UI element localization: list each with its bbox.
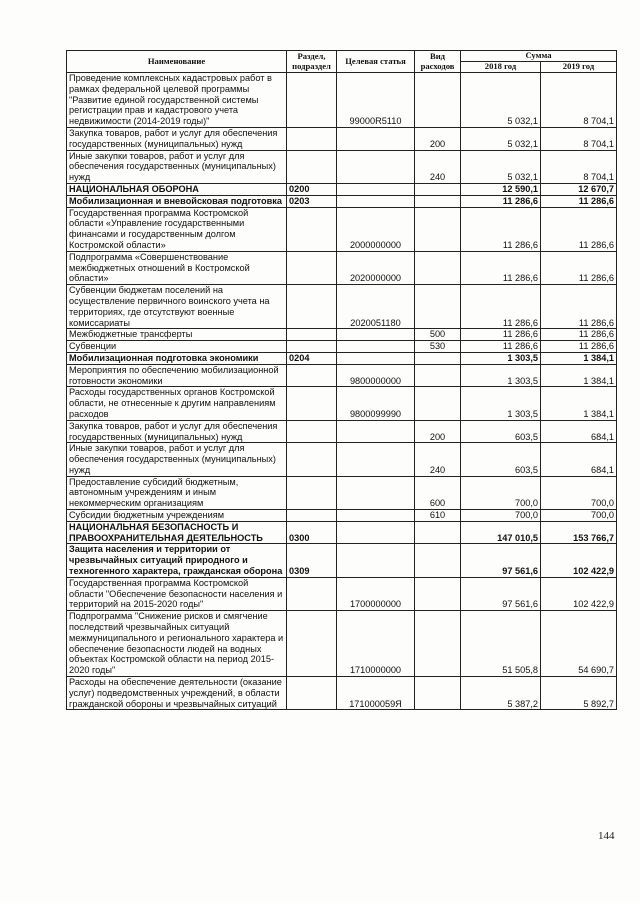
cell-name: Проведение комплексных кадастровых работ в рамках федеральной целевой программы "Развитие единой государственной системы регистрации прав и кадастрового учета недвижимости (2014-2019 годы)" xyxy=(67,73,287,128)
table-row xyxy=(67,420,617,443)
table-row xyxy=(67,285,617,329)
cell-vid xyxy=(415,611,461,677)
cell-amount-2019: 153 766,7 xyxy=(541,521,617,544)
cell-name: Защита населения и территории от чрезвычайных ситуаций природного и техногенного характера, гражданская оборона xyxy=(67,544,287,577)
cell-amount-2018: 11 286,6 xyxy=(461,285,541,329)
cell-name: Расходы на обеспечение деятельности (оказание услуг) подведомственных учреждений, в области гражданской обороны и чрезвычайных ситуаций xyxy=(67,677,287,710)
cell-name: НАЦИОНАЛЬНАЯ ОБОРОНА xyxy=(67,183,287,195)
cell-razdel xyxy=(287,207,337,251)
cell-vid xyxy=(415,285,461,329)
cell-amount-2019: 102 422,9 xyxy=(541,544,617,577)
cell-statya xyxy=(337,420,415,443)
cell-amount-2019: 5 892,7 xyxy=(541,677,617,710)
cell-razdel xyxy=(287,127,337,150)
cell-razdel xyxy=(287,510,337,522)
cell-amount-2018: 11 286,6 xyxy=(461,341,541,353)
cell-vid xyxy=(415,352,461,364)
cell-statya xyxy=(337,127,415,150)
cell-amount-2019: 700,0 xyxy=(541,510,617,522)
cell-amount-2018: 5 032,1 xyxy=(461,150,541,183)
cell-razdel xyxy=(287,150,337,183)
cell-amount-2019: 11 286,6 xyxy=(541,195,617,207)
cell-vid: 610 xyxy=(415,510,461,522)
cell-razdel: 0200 xyxy=(287,183,337,195)
cell-statya xyxy=(337,352,415,364)
page-number: 144 xyxy=(598,830,615,842)
cell-name: Межбюджетные трансферты xyxy=(67,329,287,341)
cell-name: Государственная программа Костромской области "Обеспечение безопасности населения и территорий на 2015-2020 годы" xyxy=(67,577,287,610)
cell-statya xyxy=(337,510,415,522)
cell-razdel: 0300 xyxy=(287,521,337,544)
cell-statya: 9800000000 xyxy=(337,364,415,387)
header-vid: Вид расходов xyxy=(415,51,461,73)
cell-statya: 1700000000 xyxy=(337,577,415,610)
cell-vid: 600 xyxy=(415,476,461,509)
cell-amount-2018: 1 303,5 xyxy=(461,364,541,387)
cell-amount-2018: 97 561,6 xyxy=(461,544,541,577)
cell-statya xyxy=(337,476,415,509)
cell-amount-2018: 5 387,2 xyxy=(461,677,541,710)
header-row-top xyxy=(67,51,617,62)
cell-razdel xyxy=(287,364,337,387)
cell-name: Подпрограмма «Совершенствование межбюджетных отношений в Костромской области» xyxy=(67,251,287,284)
cell-statya xyxy=(337,443,415,476)
cell-vid: 500 xyxy=(415,329,461,341)
cell-amount-2018: 700,0 xyxy=(461,476,541,509)
cell-vid: 200 xyxy=(415,127,461,150)
cell-statya: 99000R5110 xyxy=(337,73,415,128)
cell-amount-2019: 11 286,6 xyxy=(541,251,617,284)
cell-vid xyxy=(415,195,461,207)
cell-amount-2018: 11 286,6 xyxy=(461,207,541,251)
cell-statya: 2020051180 xyxy=(337,285,415,329)
table-header xyxy=(67,51,617,73)
table-row xyxy=(67,329,617,341)
cell-amount-2019: 11 286,6 xyxy=(541,285,617,329)
cell-vid: 240 xyxy=(415,443,461,476)
table-row xyxy=(67,183,617,195)
cell-amount-2018: 11 286,6 xyxy=(461,251,541,284)
cell-statya xyxy=(337,329,415,341)
cell-statya xyxy=(337,544,415,577)
cell-vid: 240 xyxy=(415,150,461,183)
cell-razdel xyxy=(287,476,337,509)
table-row xyxy=(67,476,617,509)
cell-amount-2018: 11 286,6 xyxy=(461,195,541,207)
cell-amount-2018: 11 286,6 xyxy=(461,329,541,341)
cell-razdel: 0203 xyxy=(287,195,337,207)
cell-razdel xyxy=(287,387,337,420)
header-name: Наименование xyxy=(67,51,287,73)
table-row xyxy=(67,364,617,387)
cell-razdel xyxy=(287,251,337,284)
table-row xyxy=(67,127,617,150)
cell-statya: 1710000000 xyxy=(337,611,415,677)
cell-amount-2018: 5 032,1 xyxy=(461,127,541,150)
header-year-2019: 2019 год xyxy=(541,62,617,73)
header-year-2018: 2018 год xyxy=(461,62,541,73)
cell-amount-2018: 97 561,6 xyxy=(461,577,541,610)
table-row xyxy=(67,73,617,128)
budget-table xyxy=(66,50,617,710)
cell-amount-2019: 102 422,9 xyxy=(541,577,617,610)
cell-name: Закупка товаров, работ и услуг для обеспечения государственных (муниципальных) нужд xyxy=(67,127,287,150)
cell-vid: 200 xyxy=(415,420,461,443)
cell-amount-2018: 147 010,5 xyxy=(461,521,541,544)
cell-name: Подпрограмма "Снижение рисков и смягчение последствий чрезвычайных ситуаций межмуниципального и регионального характера и обеспечение безопасности людей на водных объектах Костромской области на период 2015-2020 годы" xyxy=(67,611,287,677)
cell-razdel xyxy=(287,577,337,610)
cell-name: Закупка товаров, работ и услуг для обеспечения государственных (муниципальных) нужд xyxy=(67,420,287,443)
table-row xyxy=(67,611,617,677)
cell-statya xyxy=(337,183,415,195)
cell-razdel xyxy=(287,677,337,710)
cell-statya: 171000059Я xyxy=(337,677,415,710)
table-row xyxy=(67,577,617,610)
cell-amount-2019: 54 690,7 xyxy=(541,611,617,677)
table-row xyxy=(67,341,617,353)
cell-razdel: 0204 xyxy=(287,352,337,364)
cell-razdel xyxy=(287,443,337,476)
table-row xyxy=(67,387,617,420)
cell-amount-2019: 12 670,7 xyxy=(541,183,617,195)
cell-statya xyxy=(337,195,415,207)
table-row xyxy=(67,510,617,522)
cell-vid xyxy=(415,73,461,128)
cell-name: Мероприятия по обеспечению мобилизационной готовности экономики xyxy=(67,364,287,387)
cell-name: НАЦИОНАЛЬНАЯ БЕЗОПАСНОСТЬ И ПРАВООХРАНИТЕЛЬНАЯ ДЕЯТЕЛЬНОСТЬ xyxy=(67,521,287,544)
table-body xyxy=(67,73,617,710)
cell-amount-2019: 8 704,1 xyxy=(541,73,617,128)
cell-amount-2019: 1 384,1 xyxy=(541,352,617,364)
cell-name: Мобилизационная и вневойсковая подготовка xyxy=(67,195,287,207)
cell-vid xyxy=(415,544,461,577)
header-summa: Сумма xyxy=(461,51,617,62)
cell-vid xyxy=(415,183,461,195)
table-row xyxy=(67,521,617,544)
cell-amount-2019: 684,1 xyxy=(541,420,617,443)
cell-razdel xyxy=(287,329,337,341)
cell-name: Государственная программа Костромской области «Управление государственными финансами и государственным долгом Костромской области» xyxy=(67,207,287,251)
cell-vid: 530 xyxy=(415,341,461,353)
cell-amount-2018: 12 590,1 xyxy=(461,183,541,195)
cell-razdel xyxy=(287,341,337,353)
header-statya: Целевая статья xyxy=(337,51,415,73)
cell-razdel xyxy=(287,611,337,677)
cell-statya xyxy=(337,150,415,183)
cell-amount-2019: 8 704,1 xyxy=(541,127,617,150)
table-row xyxy=(67,251,617,284)
cell-vid xyxy=(415,364,461,387)
cell-amount-2019: 11 286,6 xyxy=(541,329,617,341)
cell-amount-2018: 603,5 xyxy=(461,443,541,476)
cell-amount-2019: 1 384,1 xyxy=(541,364,617,387)
cell-statya: 2000000000 xyxy=(337,207,415,251)
cell-name: Мобилизационная подготовка экономики xyxy=(67,352,287,364)
cell-amount-2018: 700,0 xyxy=(461,510,541,522)
cell-amount-2018: 1 303,5 xyxy=(461,352,541,364)
header-razdel: Раздел, подраздел xyxy=(287,51,337,73)
cell-vid xyxy=(415,387,461,420)
cell-vid xyxy=(415,577,461,610)
cell-vid xyxy=(415,207,461,251)
table-row xyxy=(67,352,617,364)
cell-name: Иные закупки товаров, работ и услуг для обеспечения государственных (муниципальных) нужд xyxy=(67,443,287,476)
cell-name: Субвенции xyxy=(67,341,287,353)
cell-amount-2019: 8 704,1 xyxy=(541,150,617,183)
cell-statya xyxy=(337,521,415,544)
cell-razdel xyxy=(287,420,337,443)
cell-amount-2018: 5 032,1 xyxy=(461,73,541,128)
cell-razdel xyxy=(287,73,337,128)
cell-razdel: 0309 xyxy=(287,544,337,577)
cell-name: Субвенции бюджетам поселений на осуществление первичного воинского учета на территориях, где отсутствуют военные комиссариаты xyxy=(67,285,287,329)
cell-name: Предоставление субсидий бюджетным, автономным учреждениям и иным некоммерческим организациям xyxy=(67,476,287,509)
cell-amount-2019: 700,0 xyxy=(541,476,617,509)
cell-statya: 2020000000 xyxy=(337,251,415,284)
table-row xyxy=(67,544,617,577)
table-row xyxy=(67,207,617,251)
table-row xyxy=(67,195,617,207)
cell-amount-2018: 51 505,8 xyxy=(461,611,541,677)
cell-amount-2019: 1 384,1 xyxy=(541,387,617,420)
cell-statya: 9800099990 xyxy=(337,387,415,420)
cell-name: Расходы государственных органов Костромской области, не отнесенные к другим направлениям расходов xyxy=(67,387,287,420)
cell-amount-2019: 11 286,6 xyxy=(541,341,617,353)
cell-amount-2019: 684,1 xyxy=(541,443,617,476)
cell-vid xyxy=(415,521,461,544)
cell-vid xyxy=(415,251,461,284)
cell-amount-2018: 1 303,5 xyxy=(461,387,541,420)
cell-statya xyxy=(337,341,415,353)
cell-vid xyxy=(415,677,461,710)
cell-razdel xyxy=(287,285,337,329)
cell-amount-2019: 11 286,6 xyxy=(541,207,617,251)
table-row xyxy=(67,677,617,710)
table-row xyxy=(67,150,617,183)
cell-name: Субсидии бюджетным учреждениям xyxy=(67,510,287,522)
cell-name: Иные закупки товаров, работ и услуг для обеспечения государственных (муниципальных) нужд xyxy=(67,150,287,183)
table-row xyxy=(67,443,617,476)
cell-amount-2018: 603,5 xyxy=(461,420,541,443)
